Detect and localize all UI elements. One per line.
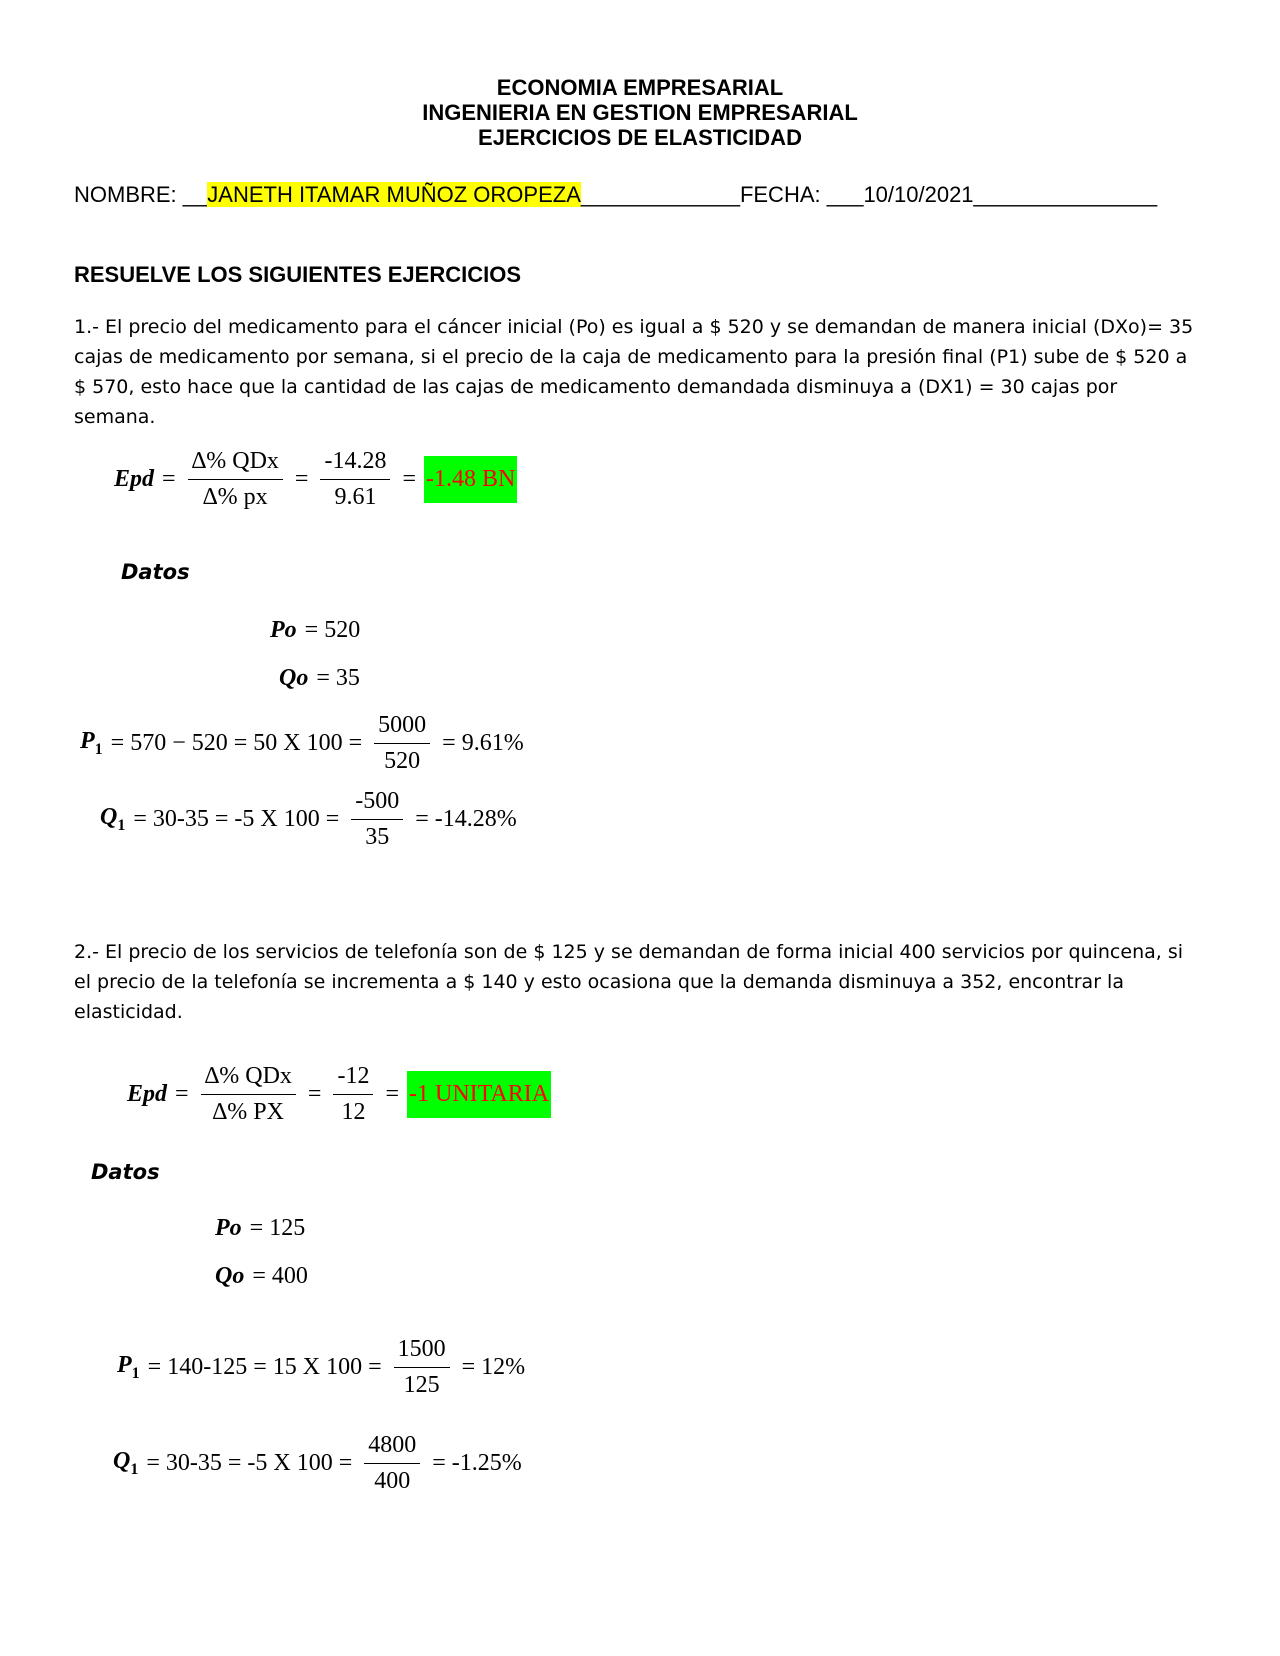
po-label: Po	[215, 1215, 242, 1241]
qo-value: = 35	[316, 665, 360, 691]
datos-heading: Datos	[121, 560, 190, 584]
q1-result: = -1.25%	[432, 1450, 522, 1476]
fraction-denominator: 9.61	[334, 484, 377, 510]
fraction-numerator: -500	[351, 788, 403, 820]
p1-expression: = 140-125 = 15 X 100 =	[147, 1354, 382, 1380]
epd-result: -1.48 BN	[424, 456, 517, 503]
epd-result: -1 UNITARIA	[407, 1071, 551, 1118]
value-fraction	[320, 448, 390, 511]
q1-expression: = 30-35 = -5 X 100 =	[133, 806, 340, 832]
equals-sign: =	[385, 1081, 399, 1107]
p1-fraction	[374, 712, 430, 775]
q1-result: = -14.28%	[415, 806, 517, 832]
exercise2-epd-formula	[127, 1063, 551, 1126]
q1-formula	[100, 788, 525, 851]
po-value: = 520	[304, 617, 361, 643]
student-name: JANETH ITAMAR MUÑOZ OROPEZA	[207, 182, 581, 207]
fraction-denominator: ∆% px	[202, 484, 268, 510]
date-label: FECHA: ___	[739, 182, 864, 207]
fraction-denominator: 125	[403, 1372, 440, 1398]
q1-formula	[113, 1432, 530, 1495]
epd-label: Epd	[127, 1081, 168, 1107]
q1-subscript: 1	[130, 1460, 139, 1478]
fraction-numerator: ∆% QDx	[188, 448, 283, 480]
fraction-denominator: 12	[341, 1099, 366, 1125]
po-label: Po	[270, 617, 297, 643]
doc-subtitle: INGENIERIA EN GESTION EMPRESARIAL	[422, 100, 858, 125]
instructions-heading: RESUELVE LOS SIGUIENTES EJERCICIOS	[74, 262, 522, 287]
epd-label: Epd	[114, 466, 155, 492]
q1-label: Q	[113, 1448, 131, 1475]
q1-expression: = 30-35 = -5 X 100 =	[146, 1450, 353, 1476]
fraction-numerator: -12	[333, 1063, 373, 1095]
q1-subscript: 1	[117, 816, 126, 834]
fraction-denominator: 400	[374, 1468, 411, 1494]
p1-subscript: 1	[131, 1364, 140, 1382]
doc-title: ECONOMIA EMPRESARIAL	[496, 75, 784, 100]
fraction-numerator: 5000	[374, 712, 430, 744]
q1-label: Q	[100, 804, 118, 831]
exercise2-statement: 2.- El precio de los servicios de telefonía son de $ 125 y se demandan de forma inicial 400 servicios por quincena, si el precio de la telefonía se incrementa a $ 140 y esto ocasiona que la demanda disminuya a 352, encontrar la elasticidad.	[74, 941, 1184, 1023]
po-line	[270, 617, 368, 644]
p1-expression: = 570 − 520 = 50 X 100 =	[110, 730, 363, 756]
fraction-numerator: -14.28	[320, 448, 390, 480]
p1-subscript: 1	[94, 740, 103, 758]
name-label: NOMBRE: __	[74, 182, 208, 207]
p1-label: P	[117, 1352, 132, 1379]
exercise1-epd-formula	[114, 448, 517, 511]
name-underline: _____________	[580, 182, 740, 207]
fraction-denominator: 520	[384, 748, 421, 774]
p1-formula	[80, 712, 532, 775]
po-value: = 125	[249, 1215, 306, 1241]
equals-sign: =	[402, 466, 416, 492]
fraction-numerator: 4800	[364, 1432, 420, 1464]
fraction-denominator: ∆% PX	[212, 1099, 284, 1125]
qo-line	[279, 665, 368, 692]
equals-sign: =	[294, 466, 309, 492]
qo-label: Qo	[279, 665, 309, 691]
exercise1-statement: 1.- El precio del medicamento para el cáncer inicial (Po) es igual a $ 520 y se demandan de manera inicial (DXo)= 35 cajas de medicamento por semana, si el precio de la caja de medicamento para la presión final (P1) sube de $ 520 a $ 570, esto hace que la cantidad de las cajas de medicamento demandada disminuya a (DX1) = 30 cajas por semana.	[74, 316, 1194, 428]
value-fraction	[333, 1063, 373, 1126]
equals-sign: =	[307, 1081, 322, 1107]
fraction-numerator: 1500	[394, 1336, 450, 1368]
fraction-numerator: ∆% QDx	[201, 1063, 296, 1095]
datos-heading: Datos	[91, 1160, 160, 1184]
fraction-denominator: 35	[365, 824, 390, 850]
q1-fraction	[351, 788, 403, 851]
p1-result: = 12%	[461, 1354, 526, 1380]
qo-line	[215, 1263, 316, 1290]
doc-topic: EJERCICIOS DE ELASTICIDAD	[478, 125, 802, 150]
p1-label: P	[80, 728, 95, 755]
qo-value: = 400	[252, 1263, 308, 1289]
equals-sign: =	[162, 466, 176, 492]
qo-label: Qo	[215, 1263, 245, 1289]
po-line	[215, 1215, 313, 1242]
p1-formula	[117, 1336, 533, 1399]
q1-fraction	[364, 1432, 420, 1495]
p1-fraction	[394, 1336, 450, 1399]
date-value: 10/10/2021	[863, 182, 974, 207]
equals-sign: =	[175, 1081, 189, 1107]
p1-result: = 9.61%	[442, 730, 524, 756]
delta-fraction	[201, 1063, 296, 1126]
student-line	[74, 182, 1157, 208]
delta-fraction	[188, 448, 283, 511]
date-underline: _______________	[973, 182, 1158, 207]
